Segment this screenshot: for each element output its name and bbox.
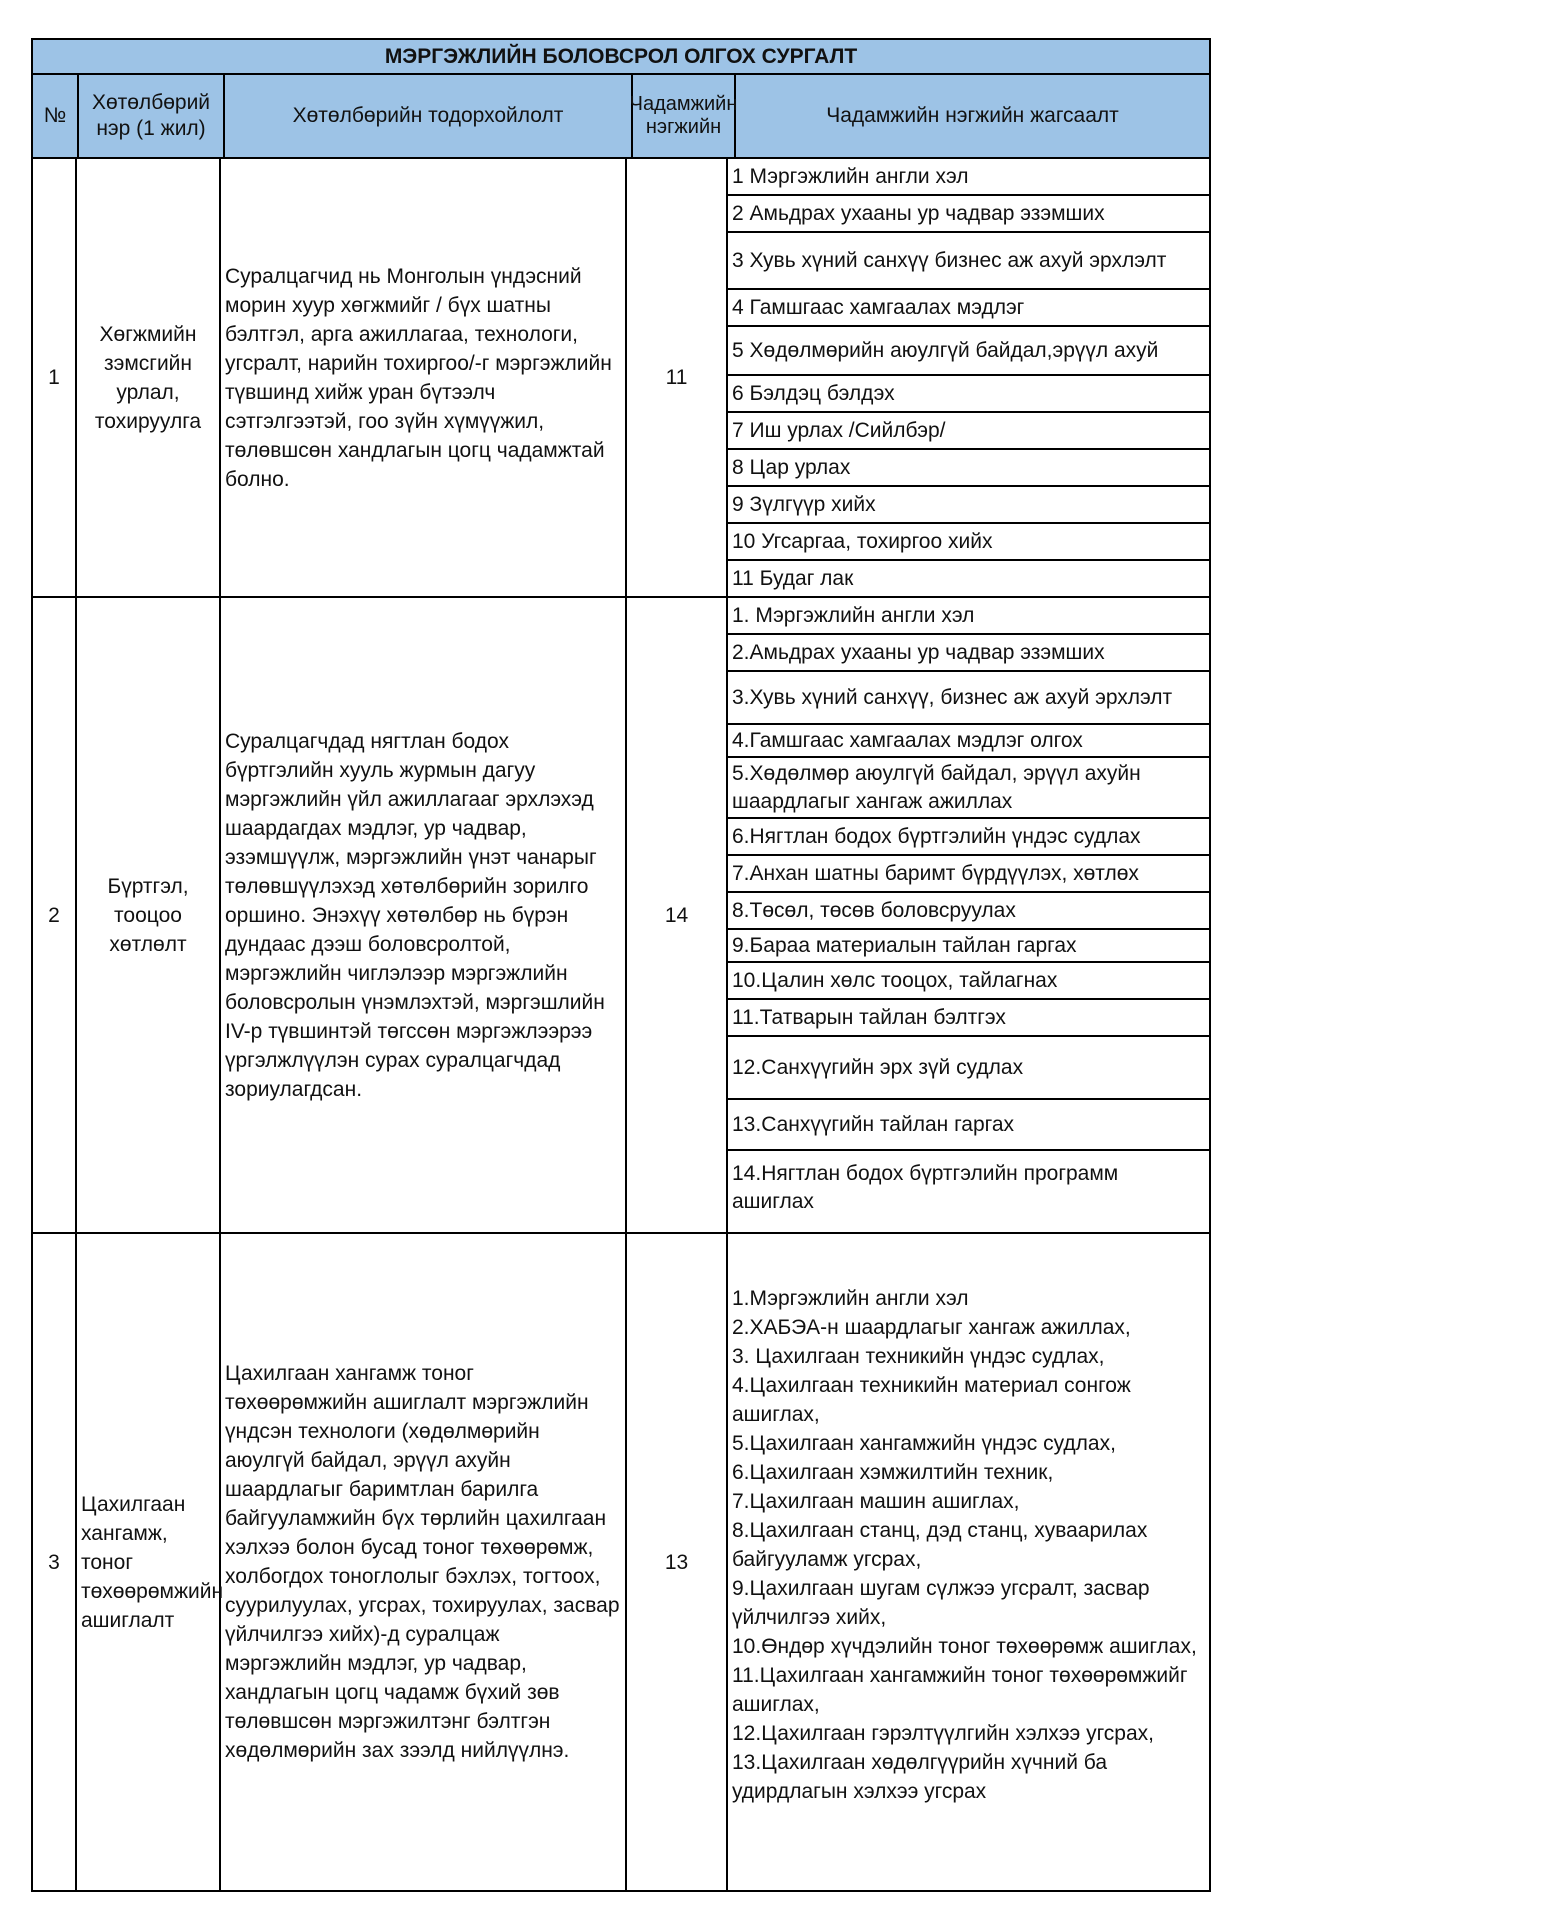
row-units (728, 1234, 1211, 1890)
header-name: Хөтөлбөрий нэр (1 жил) (79, 75, 225, 157)
unit-item: 5.Цахилгаан хангамжийн үндэс судлах, (732, 1432, 1116, 1455)
row-description: Цахилгаан хангамж тоног төхөөрөмжийн ашиглалт мэргэжлийн үндсэн технологи (хөдөлмөрийн аюулгүй байдал, эрүүл ахуйн шаардлагыг баримтлан барилга байгууламжийн бүх төрлийн цахилгаан хэлхээ болон бусад тоног төхөөрөмж, холбогдох тоноглолыг бэхлэх, тогтоох, суурилуулах, угсрах, тохируулах, засвар үйлчилгээ хийх)-д суралцаж мэргэжлийн мэдлэг, ур чадвар, хандлагын цогц чадамж бүхий зөв төлөвшсөн мэргэжилтэнг бэлтгэн хөдөлмөрийн зах зээлд нийлүүлнэ. (221, 1234, 627, 1890)
row-no: 1 (33, 159, 77, 596)
unit-item: 12.Цахилгаан гэрэлтүүлгийн хэлхээ угсрах, (732, 1722, 1154, 1745)
unit-item: 10.Өндөр хүчдэлийн тоног төхөөрөмж ашиглах, (732, 1635, 1197, 1658)
unit-item: 8 Цар урлах (728, 450, 1209, 487)
unit-item: 3. Цахилгаан техникийн үндэс судлах, (732, 1345, 1105, 1368)
unit-item: 5 Хөдөлмөрийн аюулгүй байдал,эрүүл ахуй (728, 327, 1209, 376)
unit-item: 7 Иш урлах /Сийлбэр/ (728, 413, 1209, 450)
program-table (31, 38, 1211, 1892)
header-no: № (33, 75, 79, 157)
row-description: Суралцагчид нь Монголын үндэсний морин хуур хөгжмийг / бүх шатны бэлтгэл, арга ажиллагаа, технологи, угсралт, нарийн тохиргоо/-г мэргэжлийн түвшинд хийж уран бүтээлч сэтгэлгээтэй, гоо зүйн хүмүүжил, төлөвшсөн хандлагын цогц чадамжтай болно. (221, 159, 627, 596)
table-title: МЭРГЭЖЛИЙН БОЛОВСРОЛ ОЛГОХ СУРГАЛТ (31, 38, 1211, 73)
unit-item: 7.Анхан шатны баримт бүрдүүлэх, хөтлөх (728, 856, 1209, 893)
row-no: 3 (33, 1234, 77, 1890)
header-units: Чадамжийн нэгжийн жагсаалт (826, 104, 1119, 127)
unit-item: 1. Мэргэжлийн англи хэл (728, 598, 1209, 635)
unit-item: 4.Гамшгаас хамгаалах мэдлэг олгох (728, 725, 1209, 758)
unit-item: 3.Хувь хүний санхүү, бизнес аж ахуй эрхлэлт (728, 672, 1209, 725)
unit-item: 13.Цахилгаан хөдөлгүүрийн хүчний ба удирдлагын хэлхээ угсрах (732, 1751, 1107, 1803)
row-units (728, 598, 1211, 1232)
row-name: Цахилгаан хангамж, тоног төхөөрөмжийн ашиглалт (77, 1234, 221, 1890)
unit-item: 2 Амьдрах ухааны ур чадвар эзэмших (728, 196, 1209, 233)
row-description: Суралцагчдад нягтлан бодох бүртгэлийн хууль журмын дагуу мэргэжлийн үйл ажиллагааг эрхлэхэд шаардагдах мэдлэг, ур чадвар, эзэмшүүлж, мэргэжлийн үнэт чанарыг төлөвшүүлэхэд хөтөлбөрийн зорилго оршино. Энэхүү хөтөлбөр нь бүрэн дундаас дээш боловсролтой, мэргэжлийн чиглэлээр мэргэжлийн боловсролын үнэмлэхтэй, мэргэшлийн IV-р түвшинтэй төгссөн мэргэжлээрээ үргэлжлүүлэн сурах суралцагчдад зориулагдсан. (221, 598, 627, 1232)
unit-item: 14.Нягтлан бодох бүртгэлийн программ ашиглах (732, 1161, 1119, 1213)
unit-item: 8.Цахилгаан станц, дэд станц, хуваарилах байгууламж угсрах, (732, 1519, 1148, 1571)
unit-item: 6 Бэлдэц бэлдэх (728, 376, 1209, 413)
unit-item: 9.Бараа материалын тайлан гаргах (728, 930, 1209, 963)
unit-item: 11 Будаг лак (732, 566, 854, 590)
unit-item: 8.Төсөл, төсөв боловсруулах (728, 893, 1209, 930)
unit-item: 9 Зүлгүүр хийх (728, 487, 1209, 524)
unit-item: 10.Цалин хөлс тооцох, тайлагнах (728, 963, 1209, 1000)
header-description: Хөтөлбөрийн тодорхойлолт (225, 75, 633, 157)
unit-item: 1.Мэргэжлийн англи хэл (732, 1287, 969, 1310)
table-row (31, 159, 1211, 598)
unit-item: 1 Мэргэжлийн англи хэл (728, 159, 1209, 196)
row-count: 11 (627, 159, 728, 596)
header-count: Чадамжийн нэгжийн (633, 75, 736, 157)
unit-item: 3 Хувь хүний санхүү бизнес аж ахуй эрхлэлт (728, 233, 1209, 290)
unit-item: 12.Санхүүгийн эрх зүй судлах (728, 1037, 1209, 1100)
row-name: Хөгжмийн зэмсгийн урлал, тохируулга (77, 159, 221, 596)
row-count: 14 (627, 598, 728, 1232)
row-count: 13 (627, 1234, 728, 1890)
unit-item: 6.Цахилгаан хэмжилтийн техник, (732, 1461, 1054, 1484)
table-row (31, 1234, 1211, 1892)
row-units (728, 159, 1211, 596)
unit-item: 5.Хөдөлмөр аюулгүй байдал, эрүүл ахуйн шаардлагыг хангаж ажиллах (728, 758, 1209, 819)
unit-item: 7.Цахилгаан машин ашиглах, (732, 1490, 1020, 1513)
unit-item: 11.Цахилгаан хангамжийн тоног төхөөрөмжийг ашиглах, (732, 1664, 1188, 1716)
unit-item: 10 Угсаргаа, тохиргоо хийх (728, 524, 1209, 561)
unit-item: 2.Амьдрах ухааны ур чадвар эзэмших (728, 635, 1209, 672)
table-row (31, 598, 1211, 1234)
unit-item: 6.Нягтлан бодох бүртгэлийн үндэс судлах (728, 819, 1209, 856)
table-header (31, 73, 1211, 159)
unit-item: 4.Цахилгаан техникийн материал сонгож ашиглах, (732, 1374, 1131, 1426)
unit-item: 4 Гамшгаас хамгаалах мэдлэг (728, 290, 1209, 327)
unit-item: 2.ХАБЭА-н шаардлагыг хангаж ажиллах, (732, 1316, 1131, 1339)
unit-item: 9.Цахилгаан шугам сүлжээ угсралт, засвар үйлчилгээ хийх, (732, 1577, 1150, 1629)
unit-item: 13.Санхүүгийн тайлан гаргах (728, 1100, 1209, 1151)
row-no: 2 (33, 598, 77, 1232)
row-name: Бүртгэл, тооцоо хөтлөлт (77, 598, 221, 1232)
unit-item: 11.Татварын тайлан бэлтгэх (728, 1000, 1209, 1037)
